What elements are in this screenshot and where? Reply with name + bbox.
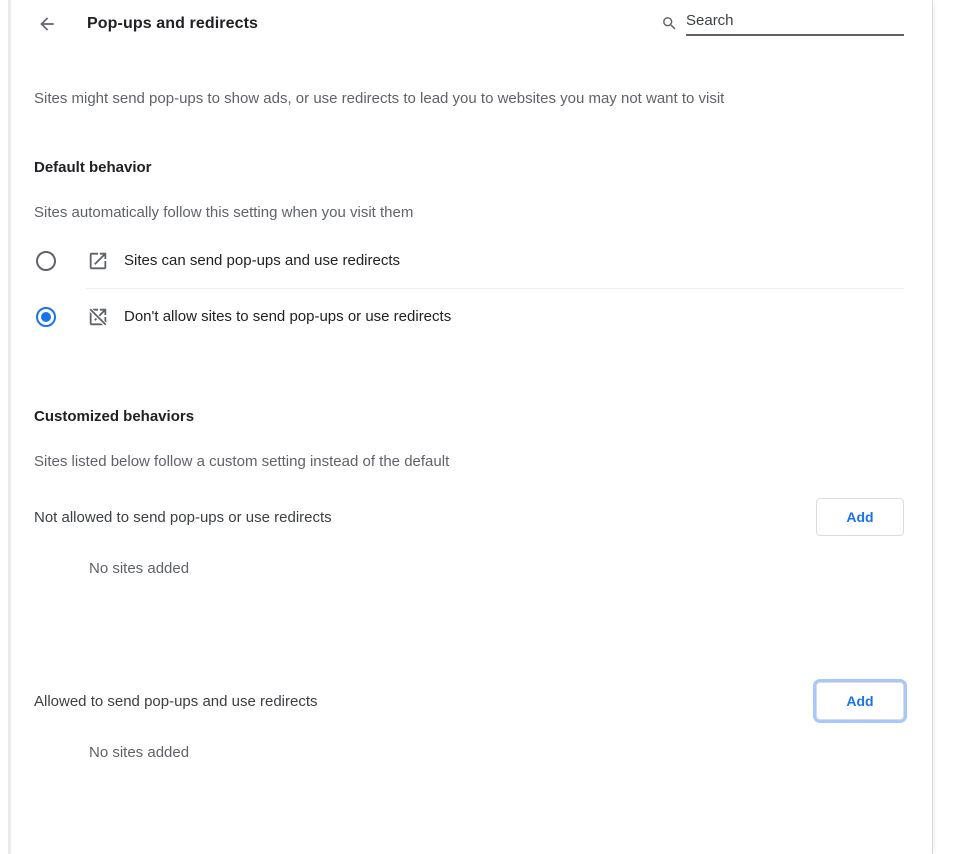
arrow-back-icon <box>37 14 57 34</box>
radio-button-unselected[interactable] <box>36 251 56 271</box>
page-description: Sites might send pop-ups to show ads, or use redirects to lead you to websites you may not want to visit <box>34 90 725 107</box>
page-header <box>34 0 904 48</box>
radio-option-block-popups[interactable] <box>34 289 904 344</box>
customized-behaviors-subheading: Sites listed below follow a custom setting instead of the default <box>34 453 450 470</box>
page-title: Pop-ups and redirects <box>87 15 259 32</box>
allowed-list-header <box>34 678 904 724</box>
back-button[interactable] <box>29 6 65 42</box>
blocked-list-empty-row <box>34 544 904 592</box>
popup-blocked-icon <box>87 306 109 328</box>
radio-option-label: Sites can send pop-ups and use redirects <box>124 252 400 269</box>
customized-behaviors-heading: Customized behaviors <box>34 408 195 425</box>
search-box <box>661 10 904 38</box>
blocked-list-empty-text: No sites added <box>89 559 190 577</box>
default-behavior-subheading: Sites automatically follow this setting when you visit them <box>34 204 414 221</box>
radio-option-allow-popups[interactable] <box>34 233 904 288</box>
search-input[interactable] <box>686 10 904 36</box>
radio-option-label: Don't allow sites to send pop-ups or use redirects <box>124 308 452 325</box>
default-behavior-options <box>34 233 904 344</box>
add-allowed-site-button[interactable]: Add <box>816 682 904 720</box>
search-icon <box>661 15 678 32</box>
settings-content-card <box>8 0 933 854</box>
allowed-list-empty-row <box>34 728 904 776</box>
add-blocked-site-button[interactable]: Add <box>816 498 904 536</box>
allowed-list-empty-text: No sites added <box>89 743 190 761</box>
default-behavior-heading: Default behavior <box>34 159 152 176</box>
blocked-list-label: Not allowed to send pop-ups or use redirects <box>34 508 332 526</box>
section-gap <box>34 592 904 654</box>
blocked-list-header <box>34 494 904 540</box>
radio-button-selected[interactable] <box>36 307 56 327</box>
open-in-new-icon <box>87 250 109 272</box>
allowed-list-label: Allowed to send pop-ups and use redirects <box>34 692 318 710</box>
